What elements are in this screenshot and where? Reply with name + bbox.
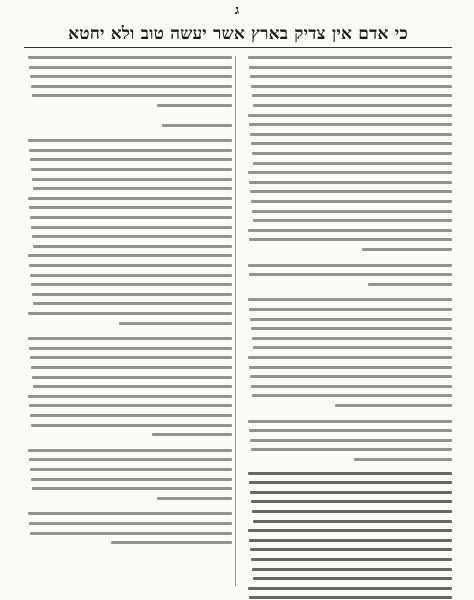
text-line [250, 439, 452, 442]
text-line [249, 273, 452, 276]
text-line [33, 187, 232, 190]
text-line [250, 548, 452, 551]
text-line [30, 414, 232, 417]
text-line [157, 104, 232, 107]
text-line [248, 529, 452, 532]
text-line [248, 56, 452, 59]
text-line [28, 512, 232, 515]
text-line [253, 104, 452, 107]
text-line [33, 245, 232, 248]
text-line [248, 420, 452, 423]
text-line [252, 94, 452, 97]
text-line [249, 181, 452, 184]
text-line [252, 210, 452, 213]
text-line [28, 197, 232, 200]
text-line [28, 395, 232, 398]
text-line [248, 356, 452, 359]
text-line [252, 394, 452, 397]
text-line [29, 66, 232, 69]
header-line: כי אדם אין צדיק בארץ אשר יעשה טוב ולא יחטא [68, 24, 408, 44]
text-line [28, 139, 232, 142]
text-line [354, 458, 452, 461]
text-line [253, 520, 452, 523]
column-divider [235, 56, 236, 586]
text-line [250, 491, 452, 494]
text-line [248, 298, 452, 301]
text-line [251, 327, 452, 330]
text-line [251, 142, 452, 145]
text-line [29, 458, 232, 461]
text-line [249, 596, 452, 599]
text-line [251, 448, 452, 451]
text-line [31, 226, 232, 229]
text-line [251, 85, 452, 88]
text-line [30, 356, 232, 359]
text-line [29, 347, 232, 350]
text-line [29, 149, 232, 152]
text-line [162, 124, 232, 127]
text-line [31, 283, 232, 286]
text-line [28, 337, 232, 340]
text-line [248, 472, 452, 475]
text-line [119, 322, 232, 325]
text-line [249, 308, 452, 311]
text-line [28, 449, 232, 452]
text-line [30, 75, 232, 78]
text-line [30, 216, 232, 219]
text-line [250, 190, 452, 193]
text-line [28, 312, 232, 315]
text-line [32, 94, 232, 97]
text-line [248, 264, 452, 267]
text-line [362, 248, 452, 251]
text-line [111, 541, 232, 544]
page-letter: ג [234, 3, 240, 18]
text-line [253, 162, 452, 165]
text-line [249, 238, 452, 241]
text-line [31, 366, 232, 369]
text-line [31, 85, 232, 88]
text-line [249, 481, 452, 484]
text-line [31, 424, 232, 427]
text-line [248, 229, 452, 232]
text-line [251, 558, 452, 561]
text-line [252, 152, 452, 155]
text-line [33, 385, 232, 388]
text-line [157, 497, 232, 500]
text-line [249, 123, 452, 126]
text-line [152, 433, 232, 436]
text-line [248, 114, 452, 117]
text-line [33, 302, 232, 305]
text-line [253, 346, 452, 349]
text-line [252, 337, 452, 340]
text-line [250, 133, 452, 136]
text-line [30, 158, 232, 161]
text-line [32, 235, 232, 238]
text-line [250, 75, 452, 78]
text-line [29, 404, 232, 407]
text-line [248, 171, 452, 174]
text-line [251, 385, 452, 388]
text-line [250, 375, 452, 378]
text-line [253, 219, 452, 222]
text-line [253, 577, 452, 580]
text-line [32, 293, 232, 296]
text-line [31, 168, 232, 171]
text-line [32, 487, 232, 490]
text-line [251, 200, 452, 203]
text-line [368, 283, 452, 286]
text-line [28, 254, 232, 257]
text-line [28, 56, 232, 59]
text-line [252, 510, 452, 513]
text-line [249, 66, 452, 69]
text-line [252, 568, 452, 571]
text-line [250, 318, 452, 321]
text-line [29, 264, 232, 267]
text-line [30, 532, 232, 535]
text-line [248, 587, 452, 590]
text-line [30, 274, 232, 277]
text-line [249, 429, 452, 432]
text-line [32, 376, 232, 379]
text-line [29, 522, 232, 525]
text-line [249, 366, 452, 369]
text-line [31, 478, 232, 481]
header-rule [24, 47, 452, 48]
text-line [249, 539, 452, 542]
text-line [32, 178, 232, 181]
text-line [251, 500, 452, 503]
text-line [335, 404, 452, 407]
text-line [30, 468, 232, 471]
text-line [29, 206, 232, 209]
